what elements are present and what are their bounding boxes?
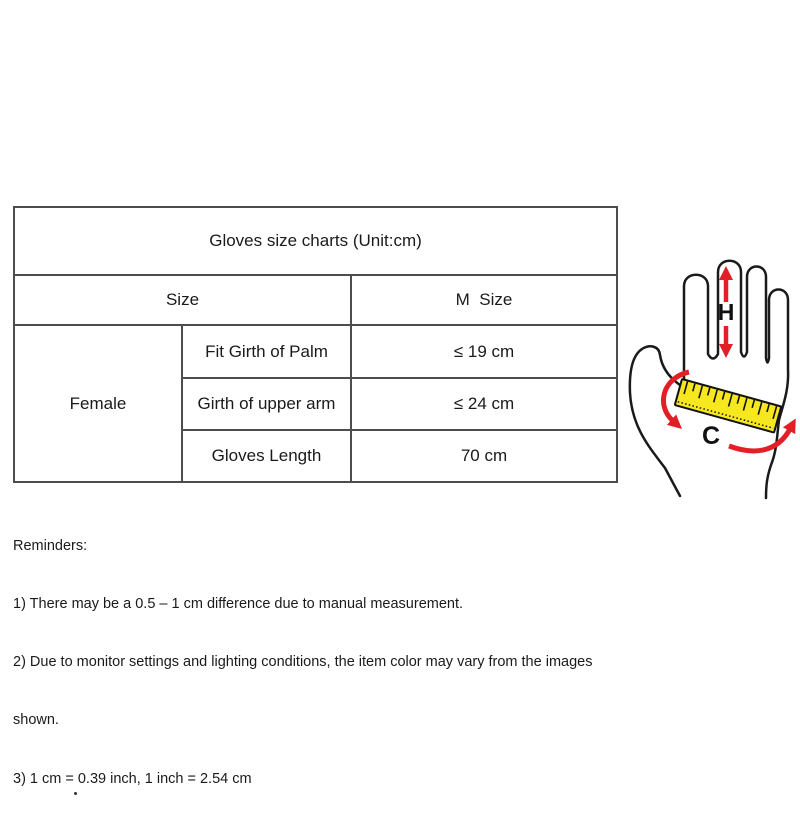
row-value-cell: ≤ 19 cm [351,325,617,378]
header-msize-cell: M Size [351,275,617,325]
height-label: H [717,299,735,325]
row-label-cell: Girth of upper arm [182,378,351,430]
row-value-cell: ≤ 24 cm [351,378,617,430]
hand-measurement-diagram [620,230,800,510]
row-label-cell: Gloves Length [182,430,351,482]
table-title: Gloves size charts (Unit:cm) [14,207,617,275]
reminder-line: 2) Due to monitor settings and lighting conditions, the item color may vary from the images [13,654,593,671]
header-size-cell: Size [14,275,351,325]
reminder-line: 3) 1 cm = 0.39 inch, 1 inch = 2.54 cm [13,770,252,787]
hand-diagram-svg [620,230,800,510]
size-chart-table [13,206,618,483]
reminders-block [13,498,653,828]
reminder-line: shown. [13,712,59,729]
hand-outline [630,261,788,498]
row-label-cell: Fit Girth of Palm [182,325,351,378]
reminders-heading: Reminders: [13,537,88,554]
table-title-row [14,207,617,275]
row-group-female-cell: Female [14,325,182,482]
stray-dot [74,792,77,795]
table-row [14,325,617,378]
circumference-label: C [701,422,721,450]
row-value-cell: 70 cm [351,430,617,482]
table-header-row [14,275,617,325]
reminder-line: 1) There may be a 0.5 – 1 cm difference due to manual measurement. [13,596,464,613]
